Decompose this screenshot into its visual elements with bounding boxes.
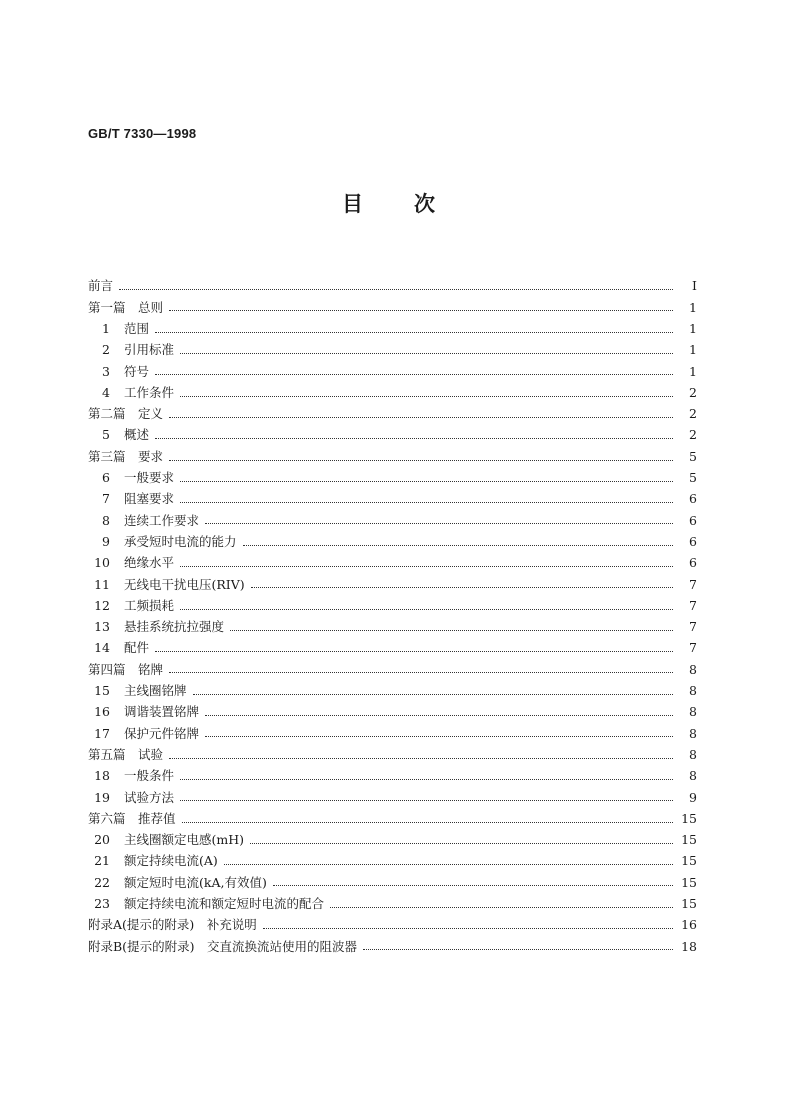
toc-clause-entry[interactable] [88,489,697,510]
toc-entry-label: 额定短时电流(kA,有效值) [124,874,267,890]
toc-entry-page-number: 15 [681,874,697,890]
toc-section-entry[interactable] [88,745,697,766]
toc-entry-page-number: 1 [689,299,697,315]
toc-entry-label: 工作条件 [124,384,175,400]
toc-entry-label: 范围 [124,320,150,336]
toc-entry-number: 12 [94,597,110,613]
toc-entry-label: 连续工作要求 [124,512,200,528]
dot-leader [180,609,673,610]
toc-entry-page-number: 7 [689,619,697,635]
toc-entry-page-number: 8 [689,768,697,784]
toc-entry-label: 无线电干扰电压(RIV) [124,576,245,592]
toc-clause-entry[interactable] [88,510,697,531]
toc-entry-label: 绝缘水平 [124,555,175,571]
toc-section-entry[interactable] [88,404,697,425]
toc-clause-entry[interactable] [88,787,697,808]
toc-entry-page-number: 15 [681,810,697,826]
toc-entry-page-number: 1 [689,342,697,358]
toc-entry-page-number: 6 [689,555,697,571]
toc-entry-label: 配件 [124,640,150,656]
dot-leader [169,310,673,311]
toc-entry-page-number: 15 [681,896,697,911]
toc-clause-entry[interactable] [88,872,697,893]
dot-leader [182,822,673,823]
dot-leader [155,438,673,439]
dot-leader [205,523,673,524]
toc-entry-number: 22 [94,874,110,890]
toc-entry-label: 第一篇 总则 [88,299,164,315]
toc-entry-number: 14 [94,640,110,656]
toc-entry-number: 15 [94,683,110,699]
toc-entry-number: 1 [102,320,110,336]
toc-entry-label: 符号 [124,363,150,379]
toc-section-entry[interactable] [88,446,697,467]
toc-entry-label: 一般条件 [124,768,175,784]
toc-entry-page-number: 1 [689,320,697,336]
toc-clause-entry[interactable] [88,340,697,361]
dot-leader [169,417,673,418]
toc-entry-page-number: 7 [689,640,697,656]
toc-clause-entry[interactable] [88,595,697,616]
toc-entry-label: 引用标准 [124,342,175,358]
toc-entry-page-number: 5 [689,448,697,464]
dot-leader [224,864,673,865]
toc-entry-label: 工频损耗 [124,597,175,613]
toc-section-entry[interactable] [88,808,697,829]
toc-entry-page-number: 8 [689,661,697,677]
toc-entry-number: 2 [102,342,110,358]
toc-entry-page-number: 15 [681,832,697,848]
toc-clause-entry[interactable] [88,574,697,595]
toc-section-entry[interactable] [88,915,697,936]
toc-entry-number: 7 [102,491,110,507]
toc-entry-page-number: 9 [689,789,697,805]
toc-clause-entry[interactable] [88,702,697,723]
toc-entry-label: 第三篇 要求 [88,448,164,464]
toc-entry-number: 23 [94,896,110,911]
toc-entry-page-number: 2 [689,427,697,443]
toc-clause-entry[interactable] [88,319,697,340]
toc-entry-label: 承受短时电流的能力 [124,533,237,549]
toc-entry-label: 主线圈铭牌 [124,683,187,699]
toc-entry-page-number: 8 [689,704,697,720]
toc-entry-page-number: 8 [689,746,697,762]
toc-entry-label: 第六篇 推荐值 [88,810,176,826]
toc-entry-label: 第四篇 铭牌 [88,661,164,677]
toc-clause-entry[interactable] [88,553,697,574]
toc-entry-number: 21 [94,853,110,869]
dot-leader [180,800,673,801]
toc-entry-label: 概述 [124,427,150,443]
toc-entry-number: 19 [94,789,110,805]
toc-entry-number: 11 [94,576,110,592]
dot-leader [169,672,673,673]
toc-entry-page-number: 6 [689,533,697,549]
toc-entry-page-number: 15 [681,853,697,869]
dot-leader [243,545,673,546]
toc-entry-number: 18 [94,768,110,784]
dot-leader [193,694,673,695]
toc-entry-number: 4 [102,384,110,400]
toc-entry-page-number: 8 [689,683,697,699]
dot-leader [155,332,673,333]
toc-section-entry[interactable] [88,276,697,297]
toc-entry-page-number: 7 [689,576,697,592]
toc-clause-entry[interactable] [88,382,697,403]
toc-entry-label: 一般要求 [124,470,175,486]
toc-clause-entry[interactable] [88,532,697,553]
toc-entry-label: 阻塞要求 [124,491,175,507]
toc-entry-number: 16 [94,704,110,720]
toc-entry-label: 前言 [88,278,114,294]
toc-entry-label: 附录A(提示的附录) 补充说明 [88,917,257,933]
toc-entry-page-number: 8 [689,725,697,741]
dot-leader [169,460,673,461]
dot-leader [205,736,673,737]
toc-entry-number: 9 [102,533,110,549]
dot-leader [180,502,673,503]
toc-entry-label: 悬挂系统抗拉强度 [124,619,225,635]
dot-leader [180,481,673,482]
toc-clause-entry[interactable] [88,468,697,489]
toc-entry-label: 附录B(提示的附录) 交直流换流站使用的阻波器 [88,938,357,954]
toc-entry-page-number: 5 [689,470,697,486]
toc-entry-label: 额定持续电流(A) [124,853,218,869]
toc-entry-page-number: 16 [681,917,697,933]
dot-leader [169,758,673,759]
page-title [0,188,792,218]
toc-clause-entry[interactable] [88,851,697,872]
toc-entry-label: 额定持续电流和额定短时电流的配合 [124,896,325,911]
toc-clause-entry[interactable] [88,681,697,702]
dot-leader [230,630,673,631]
dot-leader [273,885,673,886]
toc-entry-page-number: 7 [689,597,697,613]
dot-leader [155,374,673,375]
dot-leader [251,587,673,588]
dot-leader [180,353,673,354]
toc-entry-number: 17 [94,725,110,741]
toc-entry-page-number: 6 [689,512,697,528]
toc-clause-entry[interactable] [88,766,697,787]
toc-clause-entry[interactable] [88,830,697,851]
dot-leader [155,651,673,652]
toc-entry-label: 保护元件铭牌 [124,725,200,741]
toc-clause-entry[interactable] [88,638,697,659]
dot-leader [263,928,673,929]
toc-entry-page-number: 2 [689,406,697,422]
dot-leader [205,715,673,716]
toc-entry-number: 13 [94,619,110,635]
document-code: GB/T 7330—1998 [88,126,197,141]
page-title-char-2: 次 [414,192,435,216]
toc-entry-number: 6 [102,470,110,486]
toc-clause-entry[interactable] [88,361,697,382]
toc-entry-page-number: I [692,278,697,294]
toc-entry-number: 3 [102,363,110,379]
toc-section-entry[interactable] [88,659,697,680]
toc-entry-page-number: 2 [689,384,697,400]
toc-entry-number: 8 [102,512,110,528]
toc-entry-label: 调谐装置铭牌 [124,704,200,720]
toc-entry-label: 第五篇 试验 [88,746,164,762]
toc-clause-entry[interactable] [88,723,697,744]
dot-leader [250,843,673,844]
toc-entry-label: 第二篇 定义 [88,406,164,422]
toc-entry-number: 5 [102,427,110,443]
dot-leader [363,949,673,950]
dot-leader [119,289,673,290]
dot-leader [180,566,673,567]
dot-leader [180,396,673,397]
toc-section-entry[interactable] [88,936,697,957]
dot-leader [330,907,673,908]
table-of-contents [88,276,697,958]
toc-clause-entry[interactable] [88,425,697,446]
page-title-char-1: 目 [342,192,363,216]
toc-clause-entry[interactable] [88,894,697,915]
toc-entry-number: 10 [94,555,110,571]
toc-entry-label: 主线圈额定电感(mH) [124,832,245,848]
toc-clause-entry[interactable] [88,617,697,638]
toc-entry-label: 试验方法 [124,789,175,805]
toc-entry-page-number: 18 [681,938,697,954]
toc-entry-page-number: 1 [689,363,697,379]
toc-entry-number: 20 [94,832,110,848]
toc-entry-page-number: 6 [689,491,697,507]
toc-section-entry[interactable] [88,297,697,318]
dot-leader [180,779,673,780]
